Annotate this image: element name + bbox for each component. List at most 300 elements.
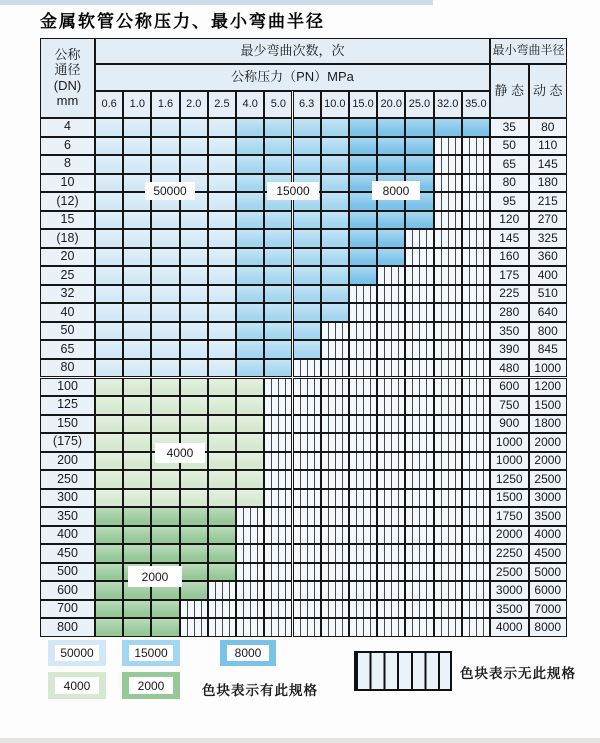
legend-swatch-50000 <box>48 640 106 666</box>
spec-cell <box>321 211 349 230</box>
pressure-col-header: 32.0 <box>434 91 462 118</box>
no-spec-cell <box>405 563 433 582</box>
dynamic-radius-cell: 400 <box>529 266 568 285</box>
spec-cell <box>123 544 151 563</box>
no-spec-cell <box>293 489 321 508</box>
no-spec-cell <box>377 303 405 322</box>
no-spec-cell <box>293 359 321 378</box>
no-spec-cell <box>349 489 377 508</box>
no-spec-cell <box>377 581 405 600</box>
no-spec-cell <box>264 433 292 452</box>
dynamic-radius-cell: 845 <box>529 340 568 359</box>
static-radius-cell: 1250 <box>490 470 529 489</box>
dynamic-radius-cell: 80 <box>529 118 568 137</box>
header-static: 静 态 <box>490 64 529 118</box>
spec-cell <box>95 229 123 248</box>
spec-cell <box>123 211 151 230</box>
no-spec-cell <box>321 378 349 397</box>
legend-swatch-2000 <box>122 672 180 699</box>
dynamic-radius-cell: 4500 <box>529 544 568 563</box>
no-spec-cell <box>434 544 462 563</box>
dn-cell: 350 <box>40 507 95 526</box>
no-spec-cell <box>462 266 490 285</box>
spec-cell <box>180 211 208 230</box>
no-spec-cell <box>264 378 292 397</box>
spec-cell <box>236 266 264 285</box>
no-spec-cell <box>462 507 490 526</box>
dn-cell: 15 <box>40 211 95 230</box>
bottom-strip <box>0 738 600 743</box>
spec-cell <box>208 118 236 137</box>
no-spec-cell <box>349 285 377 304</box>
spec-cell <box>123 229 151 248</box>
spec-cell <box>180 544 208 563</box>
no-spec-cell <box>293 618 321 637</box>
spec-cell <box>264 211 292 230</box>
no-spec-cell <box>236 581 264 600</box>
dynamic-radius-cell: 325 <box>529 229 568 248</box>
spec-cell <box>208 303 236 322</box>
static-radius-cell: 4000 <box>490 618 529 637</box>
spec-cell <box>208 266 236 285</box>
header-dn-line: (DN) <box>53 77 82 93</box>
no-spec-cell <box>434 618 462 637</box>
spec-cell <box>236 248 264 267</box>
no-spec-cell <box>293 600 321 619</box>
spec-cell <box>264 118 292 137</box>
spec-cell <box>321 229 349 248</box>
dn-cell: 800 <box>40 618 95 637</box>
no-spec-cell <box>377 452 405 471</box>
spec-cell <box>208 359 236 378</box>
spec-cell <box>180 507 208 526</box>
no-spec-cell <box>293 544 321 563</box>
dynamic-radius-cell: 1800 <box>529 415 568 434</box>
spec-cell <box>95 507 123 526</box>
no-spec-cell <box>349 415 377 434</box>
no-spec-cell <box>293 378 321 397</box>
spec-cell <box>95 452 123 471</box>
no-spec-cell <box>405 600 433 619</box>
spec-cell <box>236 322 264 341</box>
spec-cell <box>293 248 321 267</box>
no-spec-cell <box>264 544 292 563</box>
no-spec-cell <box>377 396 405 415</box>
region-label-15000: 15000 <box>267 182 319 200</box>
spec-cell <box>95 618 123 637</box>
no-spec-cell <box>377 322 405 341</box>
dn-cell: 250 <box>40 470 95 489</box>
spec-cell <box>377 211 405 230</box>
spec-cell <box>95 396 123 415</box>
spec-cell <box>293 211 321 230</box>
spec-cell <box>405 155 433 174</box>
spec-cell <box>95 303 123 322</box>
pressure-col-header: 6.3 <box>293 91 321 118</box>
static-radius-cell: 3000 <box>490 581 529 600</box>
spec-cell <box>236 340 264 359</box>
legend-no-spec-text: 色块表示无此规格 <box>460 666 576 681</box>
dynamic-radius-cell: 8000 <box>529 618 568 637</box>
dn-cell: 20 <box>40 248 95 267</box>
spec-cell <box>208 229 236 248</box>
spec-cell <box>180 229 208 248</box>
no-spec-cell <box>236 600 264 619</box>
spec-cell <box>236 155 264 174</box>
no-spec-cell <box>377 359 405 378</box>
no-spec-cell <box>434 266 462 285</box>
header-bend-cycles: 最少弯曲次数，次 <box>95 38 490 64</box>
legend-swatch-4000 <box>48 672 106 699</box>
no-spec-cell <box>264 600 292 619</box>
no-spec-cell <box>321 415 349 434</box>
no-spec-cell <box>462 229 490 248</box>
no-spec-cell <box>321 600 349 619</box>
spec-cell <box>377 155 405 174</box>
no-spec-cell <box>434 526 462 545</box>
spec-cell <box>151 322 179 341</box>
spec-cell <box>123 600 151 619</box>
no-spec-cell <box>264 470 292 489</box>
no-spec-cell <box>349 378 377 397</box>
spec-cell <box>151 415 179 434</box>
header-bend-radius: 最小弯曲半径 <box>490 38 567 64</box>
spec-cell <box>95 526 123 545</box>
no-spec-cell <box>349 303 377 322</box>
spec-cell <box>95 266 123 285</box>
no-spec-cell <box>349 600 377 619</box>
no-spec-cell <box>293 396 321 415</box>
static-radius-cell: 160 <box>490 248 529 267</box>
spec-cell <box>180 581 208 600</box>
no-spec-cell <box>405 415 433 434</box>
spec-cell <box>208 340 236 359</box>
region-label-8000: 8000 <box>372 181 420 200</box>
spec-cell <box>405 118 433 137</box>
region-label-4000: 4000 <box>155 443 205 463</box>
no-spec-cell <box>405 303 433 322</box>
dn-cell: 4 <box>40 118 95 137</box>
pressure-col-header: 1.6 <box>151 91 179 118</box>
static-radius-cell: 1500 <box>490 489 529 508</box>
dn-cell: 80 <box>40 359 95 378</box>
no-spec-cell <box>349 340 377 359</box>
no-spec-cell <box>321 452 349 471</box>
spec-cell <box>180 359 208 378</box>
spec-cell <box>123 137 151 156</box>
spec-cell <box>180 137 208 156</box>
spec-cell <box>151 470 179 489</box>
spec-cell <box>236 396 264 415</box>
static-radius-cell: 80 <box>490 174 529 193</box>
no-spec-cell <box>349 396 377 415</box>
spec-cell <box>208 433 236 452</box>
dn-cell: 300 <box>40 489 95 508</box>
spec-cell <box>293 155 321 174</box>
spec-cell <box>264 137 292 156</box>
spec-cell <box>123 489 151 508</box>
spec-table <box>40 38 567 637</box>
static-radius-cell: 600 <box>490 378 529 397</box>
spec-cell <box>151 155 179 174</box>
no-spec-cell <box>264 396 292 415</box>
spec-cell <box>208 415 236 434</box>
spec-cell <box>95 378 123 397</box>
header-dn <box>40 38 95 118</box>
spec-cell <box>293 229 321 248</box>
no-spec-cell <box>405 507 433 526</box>
spec-cell <box>236 211 264 230</box>
spec-cell <box>123 285 151 304</box>
spec-cell <box>264 322 292 341</box>
legend-swatch-label: 15000 <box>129 645 173 661</box>
spec-cell <box>151 303 179 322</box>
no-spec-cell <box>405 340 433 359</box>
spec-cell <box>151 248 179 267</box>
no-spec-cell <box>434 285 462 304</box>
no-spec-cell <box>349 581 377 600</box>
spec-cell <box>123 396 151 415</box>
dynamic-radius-cell: 1200 <box>529 378 568 397</box>
no-spec-cell <box>405 285 433 304</box>
spec-cell <box>95 581 123 600</box>
spec-cell <box>264 359 292 378</box>
header-dn-line: 通径 <box>54 62 81 78</box>
dynamic-radius-cell: 4000 <box>529 526 568 545</box>
spec-cell <box>293 340 321 359</box>
no-spec-cell <box>349 452 377 471</box>
static-radius-cell: 1000 <box>490 433 529 452</box>
spec-cell <box>151 489 179 508</box>
no-spec-cell <box>377 340 405 359</box>
no-spec-cell <box>349 544 377 563</box>
spec-cell <box>180 285 208 304</box>
no-spec-cell <box>321 433 349 452</box>
no-spec-cell <box>293 452 321 471</box>
no-spec-cell <box>405 544 433 563</box>
pressure-col-header: 2.0 <box>180 91 208 118</box>
no-spec-cell <box>405 359 433 378</box>
spec-cell <box>95 415 123 434</box>
spec-cell <box>95 600 123 619</box>
static-radius-cell: 350 <box>490 322 529 341</box>
no-spec-cell <box>462 433 490 452</box>
spec-cell <box>123 266 151 285</box>
dn-cell: 500 <box>40 563 95 582</box>
pressure-col-header: 35.0 <box>462 91 490 118</box>
no-spec-cell <box>434 470 462 489</box>
no-spec-cell <box>321 322 349 341</box>
no-spec-cell <box>405 396 433 415</box>
static-radius-cell: 35 <box>490 118 529 137</box>
spec-cell <box>236 415 264 434</box>
spec-cell <box>236 433 264 452</box>
dynamic-radius-cell: 640 <box>529 303 568 322</box>
static-radius-cell: 50 <box>490 137 529 156</box>
no-spec-cell <box>434 507 462 526</box>
spec-cell <box>151 618 179 637</box>
spec-cell <box>151 137 179 156</box>
static-radius-cell: 480 <box>490 359 529 378</box>
pressure-col-header: 1.0 <box>123 91 151 118</box>
no-spec-cell <box>208 600 236 619</box>
no-spec-cell <box>377 470 405 489</box>
pressure-col-header: 0.6 <box>95 91 123 118</box>
legend-no-spec-swatch <box>354 651 452 691</box>
no-spec-cell <box>349 618 377 637</box>
static-radius-cell: 120 <box>490 211 529 230</box>
top-strip <box>0 0 433 5</box>
spec-cell <box>264 266 292 285</box>
pressure-col-header: 5.0 <box>264 91 292 118</box>
no-spec-cell <box>434 415 462 434</box>
spec-cell <box>123 155 151 174</box>
no-spec-cell <box>236 618 264 637</box>
legend-swatch-label: 4000 <box>55 677 99 694</box>
no-spec-cell <box>377 563 405 582</box>
dn-cell: 10 <box>40 174 95 193</box>
no-spec-cell <box>462 192 490 211</box>
no-spec-cell <box>349 507 377 526</box>
spec-cell <box>95 211 123 230</box>
spec-cell <box>95 359 123 378</box>
spec-cell <box>349 118 377 137</box>
spec-cell <box>321 174 349 193</box>
static-radius-cell: 750 <box>490 396 529 415</box>
static-radius-cell: 900 <box>490 415 529 434</box>
spec-cell <box>151 229 179 248</box>
spec-cell <box>180 489 208 508</box>
no-spec-cell <box>434 155 462 174</box>
spec-cell <box>208 155 236 174</box>
spec-cell <box>180 155 208 174</box>
no-spec-cell <box>434 600 462 619</box>
spec-cell <box>264 303 292 322</box>
spec-cell <box>123 452 151 471</box>
no-spec-cell <box>321 563 349 582</box>
no-spec-cell <box>405 526 433 545</box>
spec-cell <box>349 211 377 230</box>
spec-cell <box>349 248 377 267</box>
no-spec-cell <box>377 600 405 619</box>
no-spec-cell <box>236 544 264 563</box>
spec-cell <box>321 137 349 156</box>
no-spec-cell <box>434 563 462 582</box>
header-dynamic: 动 态 <box>529 64 568 118</box>
spec-cell <box>208 137 236 156</box>
spec-cell <box>180 563 208 582</box>
no-spec-cell <box>462 563 490 582</box>
spec-cell <box>123 526 151 545</box>
spec-cell <box>236 452 264 471</box>
spec-cell <box>123 618 151 637</box>
spec-cell <box>293 118 321 137</box>
no-spec-cell <box>377 378 405 397</box>
spec-cell <box>95 137 123 156</box>
spec-cell <box>123 359 151 378</box>
spec-cell <box>151 211 179 230</box>
spec-cell <box>151 340 179 359</box>
dynamic-radius-cell: 3000 <box>529 489 568 508</box>
static-radius-cell: 2250 <box>490 544 529 563</box>
no-spec-cell <box>434 396 462 415</box>
static-radius-cell: 3500 <box>490 600 529 619</box>
dn-cell: 700 <box>40 600 95 619</box>
static-radius-cell: 280 <box>490 303 529 322</box>
spec-cell <box>151 285 179 304</box>
spec-cell <box>208 322 236 341</box>
spec-cell <box>151 118 179 137</box>
spec-cell <box>208 396 236 415</box>
spec-cell <box>123 378 151 397</box>
spec-cell <box>236 174 264 193</box>
spec-cell <box>264 340 292 359</box>
spec-cell <box>208 470 236 489</box>
dynamic-radius-cell: 3500 <box>529 507 568 526</box>
spec-cell <box>321 248 349 267</box>
spec-cell <box>151 266 179 285</box>
static-radius-cell: 2500 <box>490 563 529 582</box>
spec-cell <box>95 433 123 452</box>
spec-cell <box>264 229 292 248</box>
no-spec-cell <box>264 526 292 545</box>
spec-cell <box>208 452 236 471</box>
spec-cell <box>151 359 179 378</box>
no-spec-cell <box>405 266 433 285</box>
dynamic-radius-cell: 215 <box>529 192 568 211</box>
spec-cell <box>208 192 236 211</box>
dynamic-radius-cell: 6000 <box>529 581 568 600</box>
spec-cell <box>208 544 236 563</box>
static-radius-cell: 390 <box>490 340 529 359</box>
spec-cell <box>405 211 433 230</box>
spec-cell <box>180 378 208 397</box>
no-spec-cell <box>377 507 405 526</box>
no-spec-cell <box>462 137 490 156</box>
static-radius-cell: 65 <box>490 155 529 174</box>
no-spec-cell <box>405 470 433 489</box>
no-spec-cell <box>434 322 462 341</box>
spec-cell <box>95 285 123 304</box>
pressure-col-header: 10.0 <box>321 91 349 118</box>
no-spec-cell <box>405 618 433 637</box>
no-spec-cell <box>264 563 292 582</box>
no-spec-cell <box>405 452 433 471</box>
no-spec-cell <box>236 507 264 526</box>
static-radius-cell: 1750 <box>490 507 529 526</box>
pressure-col-header: 2.5 <box>208 91 236 118</box>
spec-cell <box>95 118 123 137</box>
spec-cell <box>123 248 151 267</box>
no-spec-cell <box>321 396 349 415</box>
spec-cell <box>123 470 151 489</box>
no-spec-cell <box>462 303 490 322</box>
no-spec-cell <box>462 526 490 545</box>
spec-cell <box>293 285 321 304</box>
spec-cell <box>377 137 405 156</box>
spec-cell <box>123 340 151 359</box>
spec-cell <box>349 266 377 285</box>
dn-cell: 40 <box>40 303 95 322</box>
no-spec-cell <box>405 489 433 508</box>
no-spec-cell <box>377 285 405 304</box>
spec-cell <box>236 378 264 397</box>
no-spec-cell <box>293 563 321 582</box>
no-spec-cell <box>264 618 292 637</box>
no-spec-cell <box>180 618 208 637</box>
dynamic-radius-cell: 800 <box>529 322 568 341</box>
spec-cell <box>236 285 264 304</box>
